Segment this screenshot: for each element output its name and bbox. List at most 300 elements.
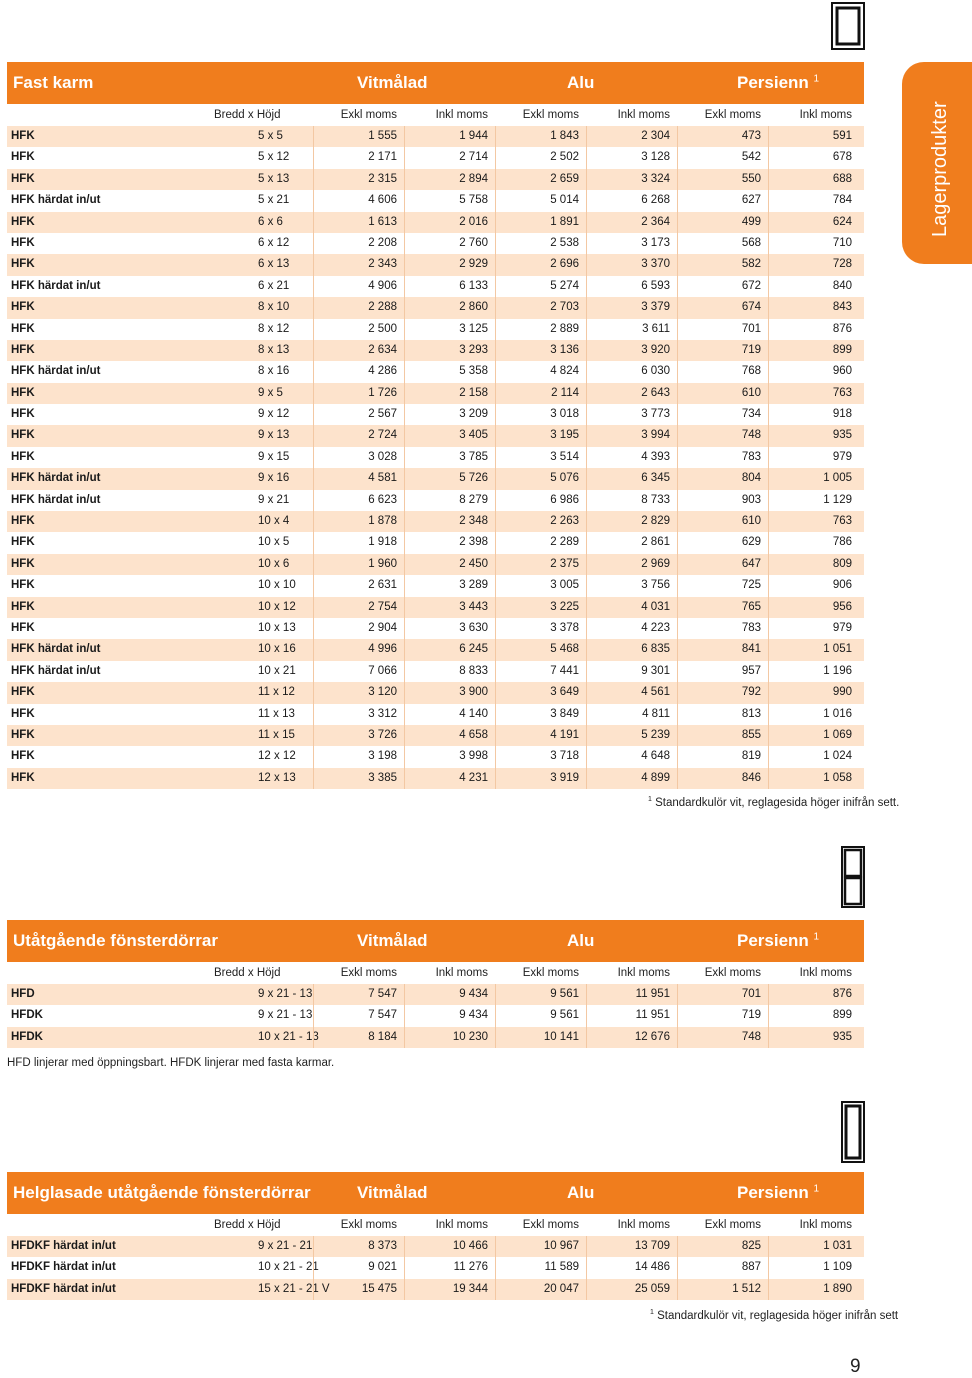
price-cell: 804 <box>677 468 768 489</box>
price-cell: 3 005 <box>495 575 586 596</box>
price-cell: 4 996 <box>313 639 404 660</box>
price-cell: 568 <box>677 233 768 254</box>
price-cell: 2 754 <box>313 597 404 618</box>
price-cell: 3 385 <box>313 768 404 789</box>
price-cell: 4 906 <box>313 276 404 297</box>
table-title: Utåtgående fönsterdörrar <box>13 931 218 950</box>
price-cell: 610 <box>677 511 768 532</box>
product-name: HFK härdat in/ut <box>11 365 101 378</box>
column-group-label: Persienn $^1$ <box>737 931 820 950</box>
column-header: Exkl moms <box>522 109 579 121</box>
price-cell: 10 141 <box>495 1027 586 1048</box>
price-cell: 5 076 <box>495 468 586 489</box>
table-title: Helglasade utåtgående fönsterdörrar <box>13 1183 311 1202</box>
price-cell: 9 561 <box>495 984 586 1005</box>
dimension-cell: 12 x 12 <box>258 750 296 763</box>
price-cell: 582 <box>677 254 768 275</box>
table-header-bar <box>7 62 864 104</box>
column-header-row <box>7 1214 864 1236</box>
price-cell: 1 031 <box>768 1236 859 1257</box>
price-cell: 5 758 <box>404 190 495 211</box>
price-cell: 957 <box>677 661 768 682</box>
dimension-cell: 15 x 21 - 21 V <box>258 1282 330 1295</box>
price-cell: 1 051 <box>768 639 859 660</box>
price-cell: 1 555 <box>313 126 404 147</box>
table-row <box>7 361 864 382</box>
dimension-cell: 9 x 21 - 13 <box>258 988 313 1000</box>
dimension-cell: 5 x 5 <box>258 130 283 142</box>
price-cell: 2 450 <box>404 554 495 575</box>
price-cell: 2 894 <box>404 169 495 190</box>
product-name: HFK <box>11 728 35 741</box>
price-cell: 4 140 <box>404 704 495 725</box>
dimension-cell: 9 x 5 <box>258 386 283 399</box>
price-cell: 627 <box>677 190 768 211</box>
price-cell: 2 315 <box>313 169 404 190</box>
table-row <box>7 297 864 318</box>
table-row <box>7 490 864 511</box>
price-cell: 3 370 <box>586 254 677 275</box>
price-cell: 4 223 <box>586 618 677 639</box>
dimension-cell: 11 x 13 <box>258 707 295 720</box>
price-cell: 19 344 <box>404 1279 495 1300</box>
dimension-cell: 9 x 12 <box>258 408 290 421</box>
price-cell: 3 324 <box>586 169 677 190</box>
price-cell: 903 <box>677 490 768 511</box>
price-cell: 899 <box>768 340 859 361</box>
price-cell: 887 <box>677 1257 768 1278</box>
price-cell: 1 944 <box>404 126 495 147</box>
price-cell: 956 <box>768 597 859 618</box>
price-cell: 2 375 <box>495 554 586 575</box>
column-header: Exkl moms <box>522 1219 579 1231</box>
price-cell: 719 <box>677 1005 768 1026</box>
dimension-cell: 8 x 13 <box>258 343 290 356</box>
price-cell: 3 173 <box>586 233 677 254</box>
price-cell: 5 014 <box>495 190 586 211</box>
table-row <box>7 126 864 147</box>
price-cell: 3 998 <box>404 746 495 767</box>
table-row <box>7 233 864 254</box>
price-cell: 3 443 <box>404 597 495 618</box>
price-cell: 4 191 <box>495 725 586 746</box>
price-cell: 5 274 <box>495 276 586 297</box>
price-cell: 846 <box>677 768 768 789</box>
price-cell: 3 125 <box>404 319 495 340</box>
price-cell: 979 <box>768 447 859 468</box>
column-header: Inkl moms <box>435 1219 488 1231</box>
price-cell: 5 468 <box>495 639 586 660</box>
price-cell: 710 <box>768 233 859 254</box>
price-cell: 748 <box>677 425 768 446</box>
price-cell: 6 245 <box>404 639 495 660</box>
side-tab <box>902 62 972 264</box>
price-cell: 14 486 <box>586 1257 677 1278</box>
table-row <box>7 190 864 211</box>
table-row <box>7 618 864 639</box>
footnote: $^1$ Standardkulör vit, reglagesida höger inifrån sett <box>650 1309 899 1322</box>
dimension-cell: 11 x 12 <box>258 686 295 699</box>
price-cell: 2 171 <box>313 147 404 168</box>
table-row <box>7 1257 864 1278</box>
price-cell: 4 648 <box>586 746 677 767</box>
price-cell: 1 016 <box>768 704 859 725</box>
table-row <box>7 147 864 168</box>
dimension-cell: 10 x 12 <box>258 600 296 613</box>
price-cell: 1 878 <box>313 511 404 532</box>
product-name: HFK <box>11 579 35 592</box>
price-cell: 6 133 <box>404 276 495 297</box>
price-cell: 2 289 <box>495 532 586 553</box>
price-cell: 3 289 <box>404 575 495 596</box>
dimension-cell: 12 x 13 <box>258 771 296 784</box>
dimension-cell: 6 x 13 <box>258 258 290 271</box>
table-row <box>7 340 864 361</box>
column-header-row <box>7 962 864 984</box>
price-cell: 1 024 <box>768 746 859 767</box>
price-cell: 4 561 <box>586 682 677 703</box>
price-cell: 3 128 <box>586 147 677 168</box>
price-cell: 2 889 <box>495 319 586 340</box>
dimension-cell: 10 x 6 <box>258 557 290 570</box>
price-cell: 2 724 <box>313 425 404 446</box>
price-cell: 3 209 <box>404 404 495 425</box>
product-name: HFK <box>11 343 35 356</box>
price-cell: 8 184 <box>313 1027 404 1048</box>
price-cell: 960 <box>768 361 859 382</box>
price-table-helglasade-fonsterdorrar <box>7 1172 864 1300</box>
table-row <box>7 319 864 340</box>
price-cell: 4 824 <box>495 361 586 382</box>
column-header: Exkl moms <box>522 967 579 979</box>
price-cell: 624 <box>768 212 859 233</box>
dimension-cell: 5 x 13 <box>258 172 290 185</box>
price-cell: 9 434 <box>404 984 495 1005</box>
price-cell: 734 <box>677 404 768 425</box>
price-cell: 11 276 <box>404 1257 495 1278</box>
price-cell: 1 069 <box>768 725 859 746</box>
product-name: HFK härdat in/ut <box>11 194 101 207</box>
table-row <box>7 704 864 725</box>
price-cell: 9 434 <box>404 1005 495 1026</box>
column-group-label: Alu <box>567 73 595 92</box>
price-cell: 2 829 <box>586 511 677 532</box>
price-cell: 2 114 <box>495 383 586 404</box>
price-cell: 763 <box>768 511 859 532</box>
column-header: Exkl moms <box>340 1219 397 1231</box>
price-cell: 2 634 <box>313 340 404 361</box>
product-name: HFK härdat in/ut <box>11 664 101 677</box>
column-group-label: Vitmålad <box>357 931 428 950</box>
column-group-label: Vitmålad <box>357 1183 428 1202</box>
price-cell: 3 919 <box>495 768 586 789</box>
price-cell: 6 345 <box>586 468 677 489</box>
price-cell: 678 <box>768 147 859 168</box>
price-cell: 786 <box>768 532 859 553</box>
price-cell: 1 918 <box>313 532 404 553</box>
price-cell: 3 136 <box>495 340 586 361</box>
price-cell: 4 581 <box>313 468 404 489</box>
side-tab-label: Lagerprodukter <box>929 101 951 237</box>
price-cell: 2 631 <box>313 575 404 596</box>
column-header: Bredd x Höjd <box>214 1219 281 1231</box>
product-name: HFK <box>11 557 35 570</box>
price-cell: 25 059 <box>586 1279 677 1300</box>
dimension-cell: 10 x 16 <box>258 643 296 656</box>
price-cell: 2 016 <box>404 212 495 233</box>
product-name: HFK <box>11 408 35 421</box>
product-name: HFK <box>11 450 35 463</box>
price-cell: 899 <box>768 1005 859 1026</box>
column-header: Exkl moms <box>340 109 397 121</box>
price-cell: 792 <box>677 682 768 703</box>
price-cell: 1 960 <box>313 554 404 575</box>
column-header: Exkl moms <box>704 1219 761 1231</box>
product-name: HFK <box>11 600 35 613</box>
column-header: Inkl moms <box>617 1219 670 1231</box>
dimension-cell: 10 x 21 - 13 <box>258 1030 319 1043</box>
column-header: Inkl moms <box>799 967 852 979</box>
table-row <box>7 554 864 575</box>
price-cell: 765 <box>677 597 768 618</box>
table-row <box>7 532 864 553</box>
product-name: HFK härdat in/ut <box>11 472 101 485</box>
price-cell: 8 279 <box>404 490 495 511</box>
price-cell: 7 547 <box>313 984 404 1005</box>
price-cell: 768 <box>677 361 768 382</box>
table-row <box>7 725 864 746</box>
table-row <box>7 984 864 1005</box>
dimension-cell: 11 x 15 <box>258 728 295 741</box>
price-cell: 8 373 <box>313 1236 404 1257</box>
product-name: HFK <box>11 151 35 164</box>
product-column-header <box>7 104 212 126</box>
price-cell: 3 378 <box>495 618 586 639</box>
table-row <box>7 1279 864 1300</box>
table-row <box>7 682 864 703</box>
price-cell: 4 658 <box>404 725 495 746</box>
price-cell: 906 <box>768 575 859 596</box>
column-header: Exkl moms <box>704 967 761 979</box>
price-cell: 2 929 <box>404 254 495 275</box>
price-cell: 728 <box>768 254 859 275</box>
table-row <box>7 468 864 489</box>
price-cell: 1 726 <box>313 383 404 404</box>
table-row <box>7 661 864 682</box>
price-cell: 550 <box>677 169 768 190</box>
product-name: HFK <box>11 322 35 335</box>
price-cell: 3 312 <box>313 704 404 725</box>
price-table-fast-karm <box>7 62 864 789</box>
price-cell: 3 773 <box>586 404 677 425</box>
dimension-cell: 10 x 21 <box>258 664 296 677</box>
price-cell: 2 659 <box>495 169 586 190</box>
column-header: Inkl moms <box>435 967 488 979</box>
dimension-cell: 5 x 21 <box>258 194 290 207</box>
price-cell: 3 900 <box>404 682 495 703</box>
price-cell: 3 756 <box>586 575 677 596</box>
price-cell: 725 <box>677 575 768 596</box>
price-cell: 2 304 <box>586 126 677 147</box>
footnote: $^1$ Standardkulör vit, reglagesida höger inifrån sett. <box>648 796 900 809</box>
price-cell: 719 <box>677 340 768 361</box>
product-name: HFD <box>11 988 35 1000</box>
column-group-label: Vitmålad <box>357 73 428 92</box>
dimension-cell: 9 x 21 - 21 <box>258 1240 313 1252</box>
column-header-row <box>7 104 864 126</box>
price-cell: 1 891 <box>495 212 586 233</box>
table-row <box>7 276 864 297</box>
price-cell: 6 835 <box>586 639 677 660</box>
price-cell: 809 <box>768 554 859 575</box>
price-cell: 3 120 <box>313 682 404 703</box>
price-cell: 990 <box>768 682 859 703</box>
price-cell: 1 613 <box>313 212 404 233</box>
column-group-label: Alu <box>567 1183 595 1202</box>
product-name: HFK <box>11 215 35 228</box>
price-cell: 7 547 <box>313 1005 404 1026</box>
product-name: HFK <box>11 621 35 634</box>
product-name: HFDK <box>11 1009 43 1022</box>
price-cell: 5 358 <box>404 361 495 382</box>
price-cell: 674 <box>677 297 768 318</box>
dimension-cell: 10 x 21 - 21 <box>258 1261 319 1274</box>
price-cell: 813 <box>677 704 768 725</box>
table-row <box>7 404 864 425</box>
price-cell: 3 379 <box>586 297 677 318</box>
price-cell: 3 028 <box>313 447 404 468</box>
price-cell: 3 293 <box>404 340 495 361</box>
price-cell: 825 <box>677 1236 768 1257</box>
table-row <box>7 597 864 618</box>
product-name: HFK härdat in/ut <box>11 279 101 292</box>
price-cell: 2 343 <box>313 254 404 275</box>
price-cell: 20 047 <box>495 1279 586 1300</box>
product-name: HFK härdat in/ut <box>11 493 101 506</box>
product-name: HFDK <box>11 1030 43 1043</box>
price-cell: 2 860 <box>404 297 495 318</box>
price-cell: 783 <box>677 447 768 468</box>
price-cell: 3 405 <box>404 425 495 446</box>
price-cell: 1 890 <box>768 1279 859 1300</box>
price-cell: 591 <box>768 126 859 147</box>
price-cell: 6 623 <box>313 490 404 511</box>
dimension-cell: 5 x 12 <box>258 151 290 164</box>
price-cell: 2 714 <box>404 147 495 168</box>
price-cell: 473 <box>677 126 768 147</box>
column-header: Inkl moms <box>617 109 670 121</box>
price-cell: 843 <box>768 297 859 318</box>
price-cell: 13 709 <box>586 1236 677 1257</box>
price-cell: 542 <box>677 147 768 168</box>
price-cell: 1 005 <box>768 468 859 489</box>
price-cell: 2 567 <box>313 404 404 425</box>
product-name: HFK härdat in/ut <box>11 643 101 656</box>
price-cell: 3 514 <box>495 447 586 468</box>
table-row <box>7 1027 864 1048</box>
column-header: Bredd x Höjd <box>214 967 281 979</box>
dimension-cell: 10 x 5 <box>258 536 290 549</box>
price-cell: 9 021 <box>313 1257 404 1278</box>
price-cell: 701 <box>677 984 768 1005</box>
dimension-cell: 10 x 13 <box>258 621 296 634</box>
price-cell: 2 348 <box>404 511 495 532</box>
table-row <box>7 169 864 190</box>
table-row <box>7 425 864 446</box>
price-cell: 763 <box>768 383 859 404</box>
price-cell: 876 <box>768 319 859 340</box>
table-row <box>7 768 864 789</box>
price-cell: 783 <box>677 618 768 639</box>
product-name: HFK <box>11 130 35 142</box>
dimension-cell: 10 x 4 <box>258 515 290 528</box>
dimension-cell: 9 x 21 - 13 <box>258 1009 313 1022</box>
product-name: HFK <box>11 301 35 314</box>
price-cell: 918 <box>768 404 859 425</box>
product-name: HFK <box>11 258 35 271</box>
product-name: HFDKF härdat in/ut <box>11 1240 116 1252</box>
price-cell: 841 <box>677 639 768 660</box>
column-header: Bredd x Höjd <box>214 109 281 121</box>
price-cell: 15 475 <box>313 1279 404 1300</box>
price-cell: 7 066 <box>313 661 404 682</box>
page-number: 9 <box>850 1356 861 1377</box>
product-name: HFK <box>11 515 35 528</box>
price-cell: 6 986 <box>495 490 586 511</box>
price-cell: 6 268 <box>586 190 677 211</box>
column-group-label: Persienn $^1$ <box>737 1183 820 1202</box>
price-cell: 7 441 <box>495 661 586 682</box>
price-cell: 784 <box>768 190 859 211</box>
price-cell: 1 109 <box>768 1257 859 1278</box>
price-cell: 3 994 <box>586 425 677 446</box>
dimension-cell: 9 x 16 <box>258 472 290 485</box>
price-cell: 2 703 <box>495 297 586 318</box>
price-cell: 2 502 <box>495 147 586 168</box>
dimension-cell: 6 x 12 <box>258 236 290 249</box>
price-cell: 2 500 <box>313 319 404 340</box>
price-cell: 2 969 <box>586 554 677 575</box>
dimension-cell: 6 x 6 <box>258 215 283 228</box>
price-cell: 1 058 <box>768 768 859 789</box>
column-header: Inkl moms <box>617 967 670 979</box>
dimension-cell: 8 x 16 <box>258 365 290 378</box>
price-cell: 748 <box>677 1027 768 1048</box>
price-cell: 3 920 <box>586 340 677 361</box>
column-header: Inkl moms <box>799 109 852 121</box>
table-title: Fast karm <box>13 73 94 92</box>
price-cell: 819 <box>677 746 768 767</box>
table-row <box>7 511 864 532</box>
price-cell: 3 785 <box>404 447 495 468</box>
price-cell: 3 849 <box>495 704 586 725</box>
product-name: HFK <box>11 236 35 249</box>
column-header: Exkl moms <box>340 967 397 979</box>
price-cell: 10 967 <box>495 1236 586 1257</box>
product-name: HFK <box>11 536 35 549</box>
price-cell: 935 <box>768 1027 859 1048</box>
price-cell: 10 230 <box>404 1027 495 1048</box>
price-cell: 8 733 <box>586 490 677 511</box>
price-table-utatgaende-fonsterdorrar <box>7 920 864 1048</box>
product-name: HFK <box>11 707 35 720</box>
table-note: HFD linjerar med öppningsbart. HFDK linjerar med fasta karmar. <box>7 1057 335 1069</box>
price-cell: 4 606 <box>313 190 404 211</box>
price-cell: 672 <box>677 276 768 297</box>
dimension-cell: 8 x 12 <box>258 322 290 335</box>
column-header: Inkl moms <box>435 109 488 121</box>
dimension-cell: 9 x 15 <box>258 450 290 463</box>
